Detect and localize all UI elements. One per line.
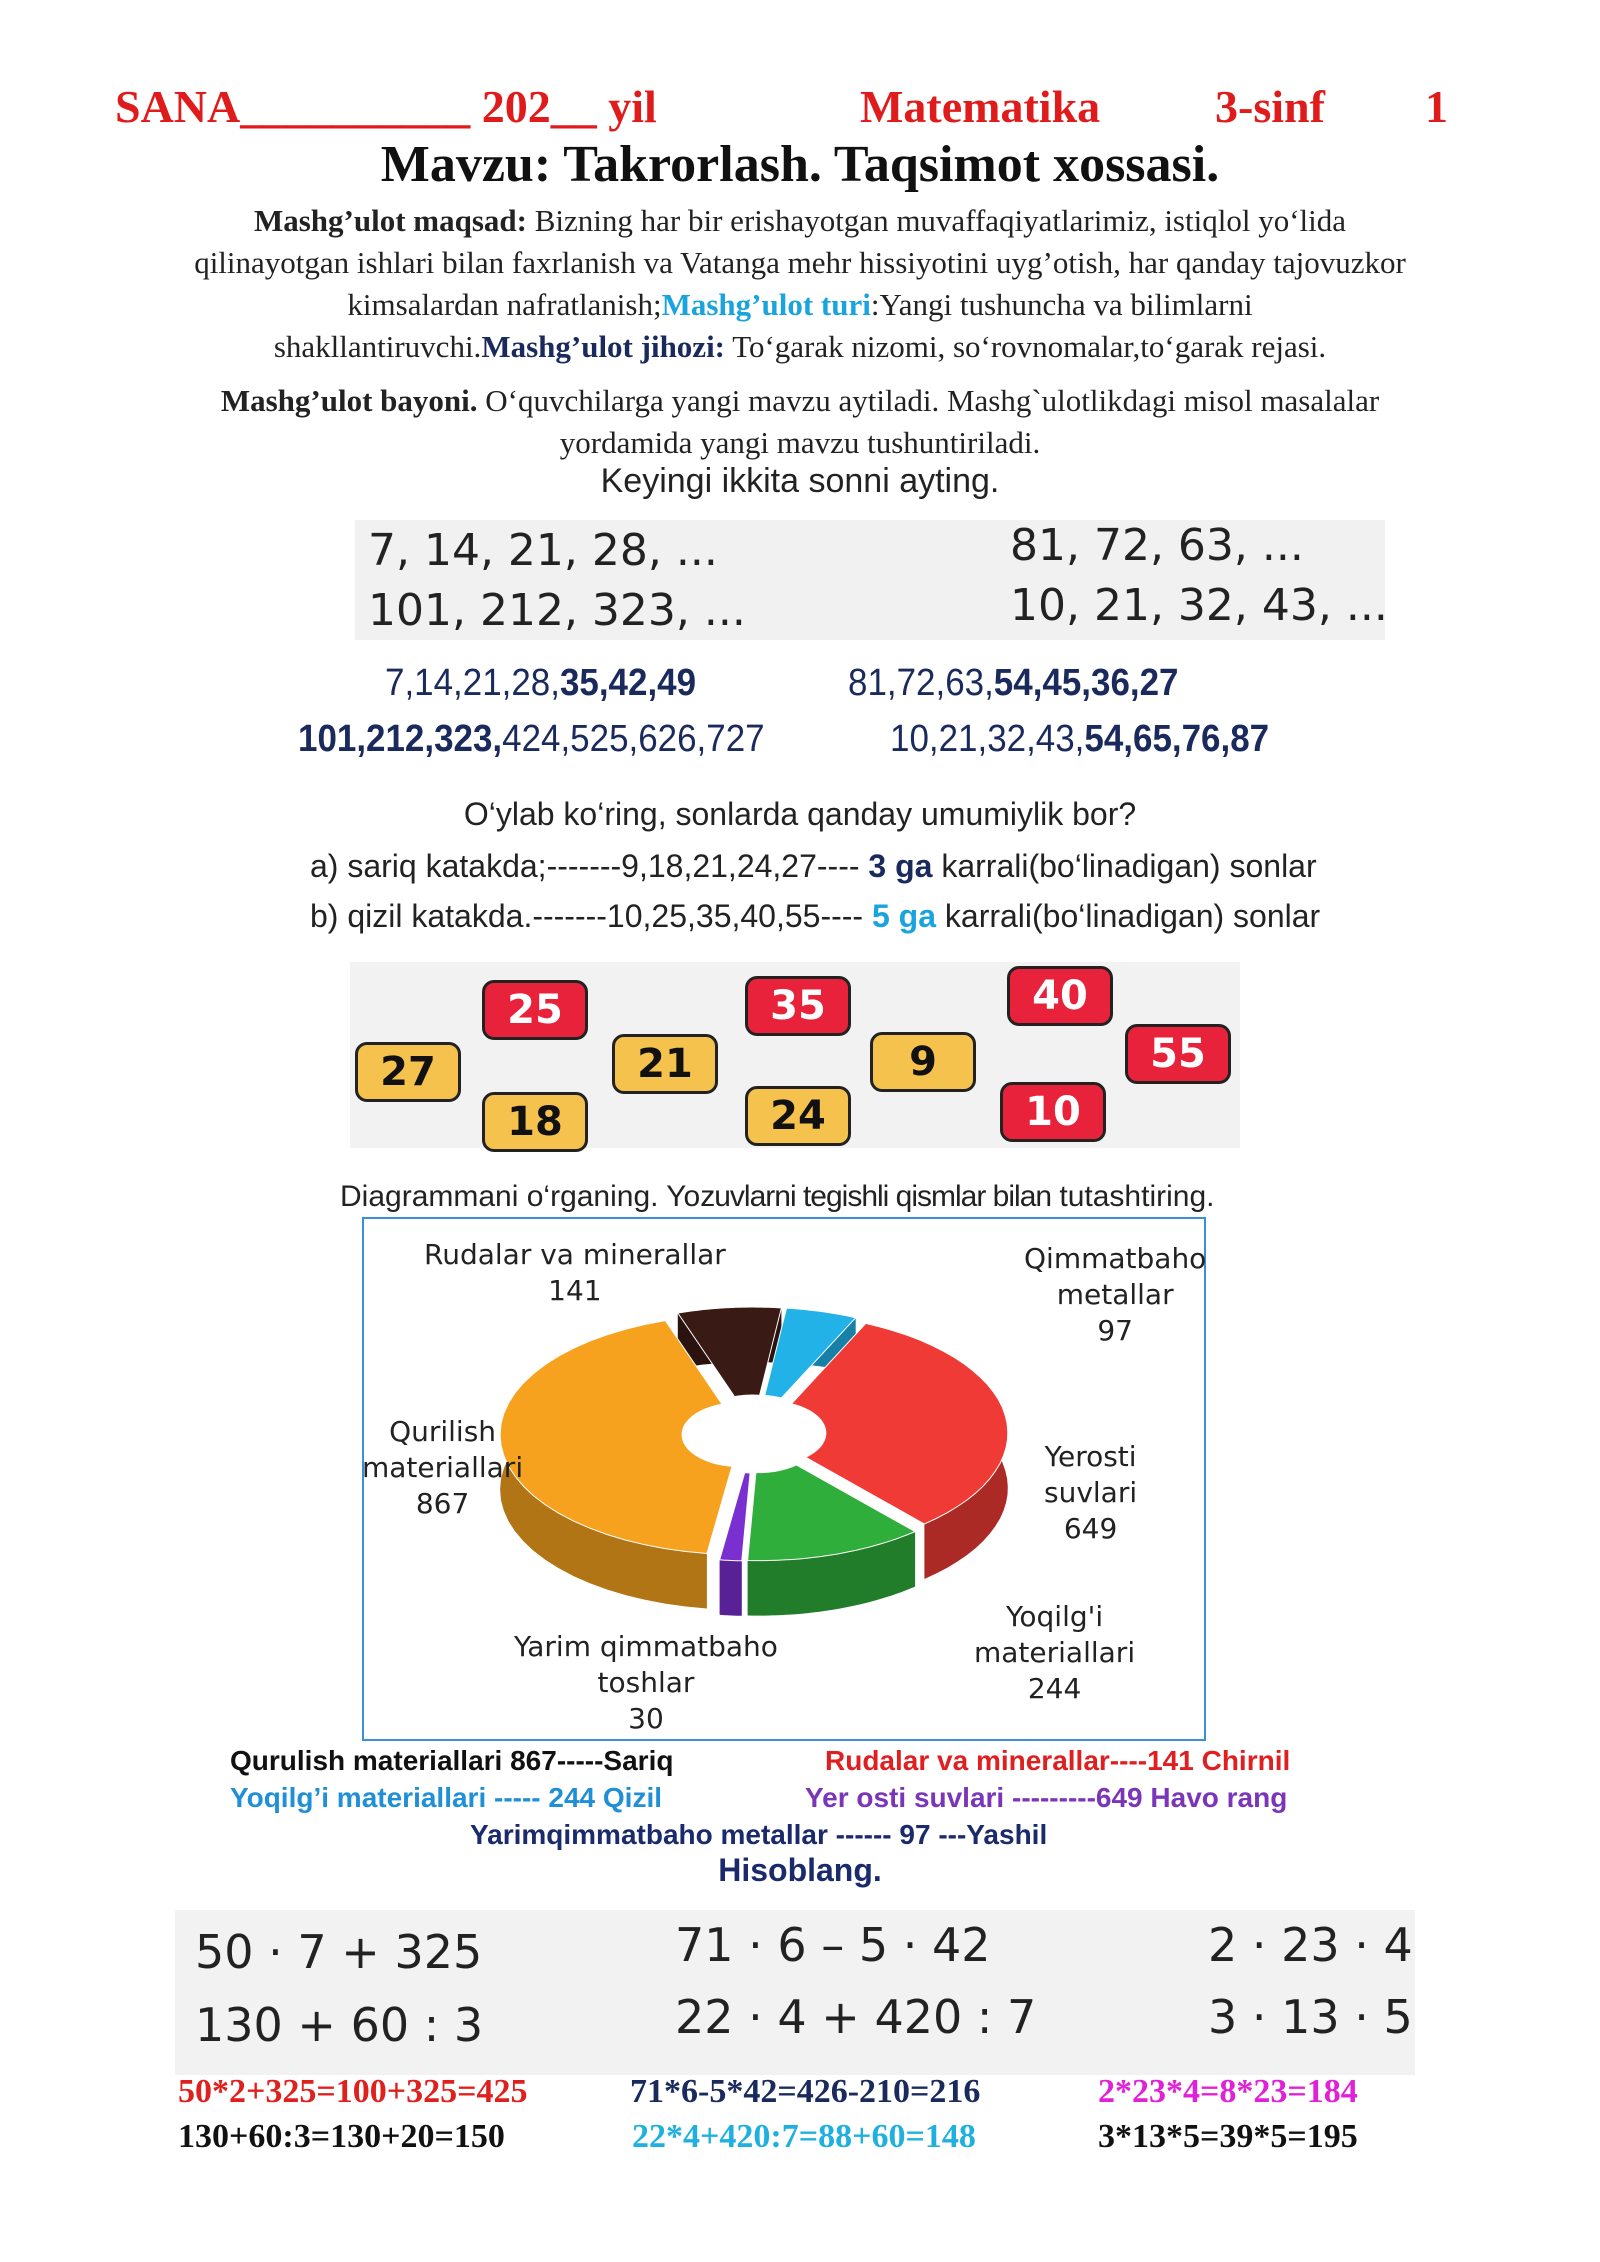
goal-text-3: kimsalardan nafratlanish; <box>347 287 662 322</box>
pie-slice-label: Yoqilg'i materiallari 244 <box>974 1600 1136 1705</box>
lesson-number: 1 <box>1425 81 1448 132</box>
result: 50*2+325=100+325=425 <box>178 2073 528 2110</box>
result: 2*23*4=8*23=184 <box>1098 2073 1358 2110</box>
goal-label: Mashg’ulot maqsad: <box>253 203 527 238</box>
legend-item: Rudalar va minerallar----141 Chirnil <box>825 1745 1291 1776</box>
legend-item: Yer osti suvlari ---------649 Havo rang <box>805 1782 1288 1813</box>
goal-text: Bizning har bir erishayotgan muvaffaqiyatlarimiz, istiqlol yo‘lida <box>527 203 1347 238</box>
legend-item: Yoqilg’i materiallari ----- 244 Qizil <box>230 1782 663 1813</box>
pie-slice-side <box>720 1560 742 1616</box>
tile-red: 55 <box>1125 1024 1231 1084</box>
tile-yellow: 27 <box>355 1042 461 1102</box>
pie-slice-label: Qurilish materiallari 867 <box>362 1415 524 1520</box>
grade: 3-sinf <box>1215 81 1325 132</box>
sequence-3: 81, 72, 63, ... <box>1010 520 1304 571</box>
tile-yellow: 18 <box>482 1092 588 1152</box>
expression: 130 + 60 : 3 <box>195 1998 484 2052</box>
pie-slice-value: 141 <box>548 1274 602 1307</box>
sequence-2: 101, 212, 323, ... <box>368 585 746 636</box>
legend-item: Yarimqimmatbaho metallar ------ 97 ---Yashil <box>470 1819 1048 1850</box>
equipment-text: To‘garak nizomi, so‘rovnomalar,to‘garak rejasi. <box>725 329 1327 364</box>
expression: 50 · 7 + 325 <box>195 1925 483 1979</box>
task3-prompt: Diagrammani o‘rganing. Yozuvlarni tegishli qismlar bilan tutashtiring. <box>340 1180 1215 1213</box>
type-label: Mashg’ulot turi <box>661 287 871 322</box>
tile-red: 25 <box>482 980 588 1040</box>
tile-red: 35 <box>745 976 851 1036</box>
pie-hole <box>696 1402 812 1466</box>
tile-yellow: 21 <box>612 1034 718 1094</box>
result: 71*6-5*42=426-210=216 <box>630 2073 981 2110</box>
answer-2: 81,72,63,54,45,36,27 <box>848 662 1179 704</box>
sequence-4: 10, 21, 32, 43, ... <box>1010 580 1388 631</box>
tile-yellow: 24 <box>745 1086 851 1146</box>
pie-slice-label: Yerosti suvlari 649 <box>1044 1440 1138 1545</box>
answer-4: 10,21,32,43,54,65,76,87 <box>890 718 1270 760</box>
pie-slice-label: Rudalar va minerallar 141 <box>424 1238 726 1307</box>
number-tiles-panel <box>350 962 1240 1148</box>
header <box>0 80 1600 140</box>
type-text: :Yangi tushuncha va bilimlarni <box>870 287 1253 322</box>
date-line: SANA__________ 202__ yil <box>115 81 657 132</box>
expression: 3 · 13 · 5 <box>1208 1990 1413 2044</box>
type-text-2: shakllantiruvchi. <box>273 329 482 364</box>
task4-prompt: Hisoblang. <box>718 1852 882 1888</box>
sequence-1: 7, 14, 21, 28, ... <box>368 525 718 576</box>
bayoni-text: O‘quvchilarga yangi mavzu aytiladi. Mashg`ulotlikdagi misol masalalar <box>477 383 1380 418</box>
legend-item: Qurulish materiallari 867-----Sariq <box>230 1745 674 1776</box>
tile-yellow: 9 <box>870 1032 976 1092</box>
expression: 22 · 4 + 420 : 7 <box>675 1990 1037 2044</box>
subject: Matematika <box>860 81 1101 132</box>
pie-slice-label: Yarim qimmatbaho toshlar 30 <box>514 1630 778 1735</box>
result: 3*13*5=39*5=195 <box>1098 2118 1358 2155</box>
bayoni-label: Mashg’ulot bayoni. <box>220 383 478 418</box>
bayoni-paragraph <box>80 380 1520 464</box>
pie-slice-value: 867 <box>415 1487 470 1520</box>
pie-slice-label: Qimmatbaho metallar 97 <box>1024 1242 1207 1347</box>
tile-red: 40 <box>1007 966 1113 1026</box>
answer-1: 7,14,21,28,35,42,49 <box>385 662 697 704</box>
task2-answer-b: b) qizil katakda.-------10,25,35,40,55---- 5 ga karrali(bo‘linadigan) sonlar <box>310 898 1321 934</box>
result: 130+60:3=130+20=150 <box>178 2118 505 2155</box>
task2-prompt: O‘ylab ko‘ring, sonlarda qanday umumiylik bor? <box>463 796 1137 832</box>
intro-paragraph <box>80 200 1520 368</box>
expression: 2 · 23 · 4 <box>1208 1918 1413 1972</box>
pie-slice-value: 97 <box>1097 1314 1133 1347</box>
answer-3: 101,212,323,424,525,626,727 <box>298 718 765 760</box>
equipment-label: Mashg’ulot jihozi: <box>481 329 725 364</box>
expression: 71 · 6 – 5 · 42 <box>675 1918 991 1972</box>
pie-slice-value: 649 <box>1063 1512 1118 1545</box>
pie-slice-value: 30 <box>628 1702 664 1735</box>
task1-prompt: Keyingi ikkita sonni ayting. <box>600 462 1000 500</box>
tile-red: 10 <box>1000 1082 1106 1142</box>
result: 22*4+420:7=88+60=148 <box>632 2118 976 2155</box>
page-title: Mavzu: Takrorlash. Taqsimot xossasi. <box>380 136 1220 193</box>
pie-slice-value: 244 <box>1027 1672 1082 1705</box>
bayoni-text-2: yordamida yangi mavzu tushuntiriladi. <box>559 425 1041 460</box>
goal-text-2: qilinayotgan ishlari bilan faxrlanish va Vatanga mehr hissiyotini uyg’otish, har qanday tajovuzkor <box>194 245 1406 280</box>
pie-chart-box <box>362 1217 1206 1741</box>
task2-answer-a: a) sariq katakda;-------9,18,21,24,27---- 3 ga karrali(bo‘linadigan) sonlar <box>310 848 1317 884</box>
